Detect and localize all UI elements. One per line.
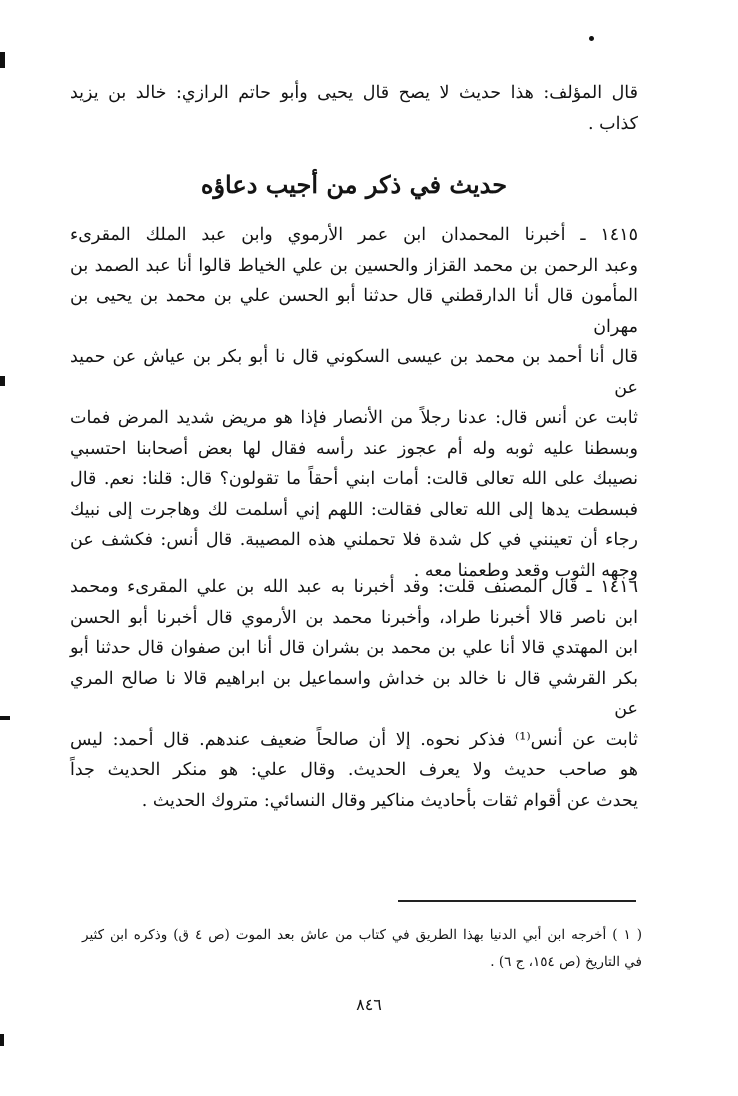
paragraph-line: وجهه الثوب وقعد وطعمنا معه . xyxy=(413,560,638,581)
paragraph-line: ثابت عن أنس قال: عدنا رجلاً من الأنصار فإذا هو مريض شديد المرض فمات xyxy=(70,408,638,428)
scan-mark-top xyxy=(589,36,594,41)
paragraph-line: ابن ناصر قالا أخبرنا طراد، وأخبرنا محمد بن الأرموي قال أخبرنا أبو الحسن xyxy=(70,607,638,628)
footnote-line: في التاريخ (ص ١٥٤، ج ٦) . xyxy=(490,954,642,970)
paragraph-line: المأمون قال أنا الدارقطني قال حدثنا أبو الحسن علي بن محمد بن يحيى بن مهران xyxy=(70,286,638,337)
intro-line: كذاب . xyxy=(588,113,638,134)
paragraph-line: فبسطت يدها إلى الله تعالى فقالت: اللهم إني أسلمت لك وهاجرت إلى نبيك xyxy=(70,499,638,520)
footnote-divider xyxy=(398,900,636,902)
paragraph-line: وعبد الرحمن بن محمد القزاز والحسين بن علي الخياط قالوا أنا عبد الصمد بن xyxy=(70,255,638,276)
footnote xyxy=(82,922,642,976)
hadith-1416-paragraph xyxy=(70,572,638,816)
paragraph-line: ١٤١٦ ـ قال المصنف قلت: وقد أخبرنا به عبد الله بن علي المقرىء ومحمد xyxy=(70,577,638,597)
paragraph-line: ١٤١٥ ـ أخبرنا المحمدان ابن عمر الأرموي وابن عبد الملك المقرىء xyxy=(70,225,638,245)
hadith-1415-paragraph xyxy=(70,220,638,586)
section-heading: حديث في ذكر من أجيب دعاؤه xyxy=(200,170,508,199)
intro-paragraph xyxy=(70,78,638,139)
paragraph-line: ثابت عن أنس⁽¹⁾ فذكر نحوه. إلا أن صالحاً ضعيف عندهم. قال أحمد: ليس xyxy=(70,729,638,750)
paragraph-line: بكر القرشي قال نا خالد بن خداش واسماعيل بن ابراهيم قالا نا صالح المري عن xyxy=(70,668,638,719)
paragraph-line: هو صاحب حديث ولا يعرف الحديث. وقال علي: هو منكر الحديث جداً xyxy=(70,760,638,780)
page-number: ٨٤٦ xyxy=(356,995,382,1014)
scan-mark-left-4 xyxy=(0,1034,4,1046)
paragraph-line: نصيبك على الله تعالى قالت: أمات ابني أحقاً ما تقولون؟ قال: قلنا: نعم. قال xyxy=(70,469,638,489)
intro-line: قال المؤلف: هذا حديث لا يصح قال يحيى وأبو حاتم الرازي: خالد بن يزيد xyxy=(70,83,638,103)
paragraph-line: وبسطنا عليه ثوبه وله أم عجوز عند رأسه فقال لها بعض أصحابنا احتسبي xyxy=(70,438,638,459)
scan-mark-left-3 xyxy=(0,716,10,720)
paragraph-line: ابن المهتدي قالا أنا علي بن محمد بن بشران قال أنا ابن صفوان قال حدثنا أبو xyxy=(70,638,638,658)
paragraph-line: رجاء أن تعينني في كل شدة فلا تحملني هذه المصيبة. قال أنس: فكشف عن xyxy=(70,530,638,550)
scan-mark-left-1 xyxy=(0,52,5,68)
scan-mark-left-2 xyxy=(0,376,5,386)
paragraph-line: يحدث عن أقوام ثقات بأحاديث مناكير وقال النسائي: متروك الحديث . xyxy=(141,790,638,811)
footnote-line: ( ١ ) أخرجه ابن أبي الدنيا بهذا الطريق في كتاب من عاش بعد الموت (ص ٤ ق) وذكره ابن كثير xyxy=(82,927,643,943)
paragraph-line: قال أنا أحمد بن محمد بن عيسى السكوني قال نا أبو بكر بن عياش عن حميد عن xyxy=(70,347,638,398)
